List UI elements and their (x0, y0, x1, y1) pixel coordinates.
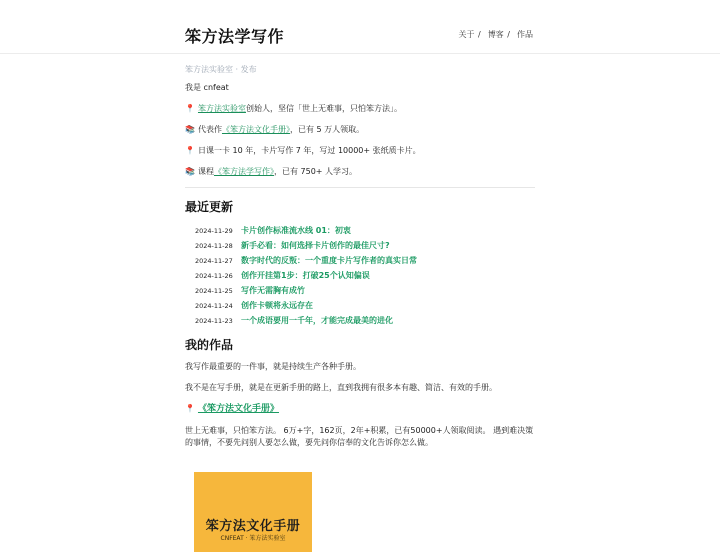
nav-about[interactable] (459, 29, 481, 40)
nav-blog-label: 博客 (487, 30, 504, 39)
book-cover[interactable] (194, 472, 312, 552)
cover-subtitle: CNFEAT · 笨方法实验室 (220, 535, 286, 542)
list-item (195, 223, 535, 238)
nav-works[interactable] (517, 29, 533, 40)
list-item (195, 253, 535, 268)
intro-greeting: 我是 cnfeat (185, 83, 229, 92)
item-date: 2024-11-26 (195, 271, 233, 280)
lab-link[interactable]: 笨方法实验室 (197, 104, 246, 113)
list-item (195, 298, 535, 313)
item-title-link[interactable]: 创作开挂第1步：打破25个认知偏误 (241, 271, 370, 280)
item-title-link[interactable]: 卡片创作标准流水线 01：初衷 (241, 226, 351, 235)
books-icon: 📚 (185, 125, 195, 134)
book-link[interactable]: 《笨方法文化手册》 (197, 404, 279, 414)
intro-line-3-text: 日课一卡 10 年，卡片写作 7 年，写过 10000+ 张纸质卡片。 (197, 146, 421, 155)
item-date: 2024-11-23 (195, 316, 233, 325)
item-title-link[interactable]: 一个成语要用一千年，才能完成最美的进化 (241, 316, 393, 325)
item-date: 2024-11-28 (195, 241, 233, 250)
cover-title: 笨方法文化手册 (205, 519, 301, 534)
list-item (195, 268, 535, 283)
intro-line-4 (185, 166, 535, 178)
nav-separator: / (475, 30, 481, 39)
site-header (0, 0, 720, 54)
item-date: 2024-11-25 (195, 286, 233, 295)
pin-icon: 📍 (185, 404, 195, 413)
intro-line-1-text: 创始人，坚信「世上无难事，只怕笨方法」。 (245, 104, 402, 113)
item-title-link[interactable]: 数字时代的反叛：一个重度卡片写作者的真实日常 (241, 256, 417, 265)
item-date: 2024-11-29 (195, 226, 233, 235)
intro-line-4-text: ，已有 750+ 人学习。 (273, 167, 358, 176)
intro-line-2 (185, 124, 535, 136)
item-title-link[interactable]: 写作无需胸有成竹 (241, 286, 305, 295)
nav-separator: / (504, 30, 510, 39)
divider (185, 187, 535, 188)
item-title-link[interactable]: 创作卡顿将永远存在 (241, 301, 313, 310)
list-item (195, 313, 535, 328)
works-para-1: 我写作最重要的一件事，就是持续生产各种手册。 (185, 362, 361, 371)
culture-handbook-link[interactable]: 《笨方法文化手册》 (221, 125, 290, 134)
intro-line-1 (185, 103, 535, 115)
site-title[interactable]: 笨方法学写作 (185, 27, 285, 46)
works-para-2: 我不是在写手册，就是在更新手册的路上，直到我拥有很多本有趣、简洁、有效的手册。 (185, 383, 497, 392)
list-item (195, 238, 535, 253)
nav-blog[interactable] (488, 29, 510, 40)
writing-course-link[interactable]: 《笨方法学写作》 (213, 167, 274, 176)
books-icon: 📚 (185, 167, 195, 176)
main-nav (459, 29, 534, 40)
pin-icon: 📍 (185, 146, 195, 155)
recent-list (195, 223, 535, 328)
book-description: 世上无难事，只怕笨方法。 6万+字，162页，2年+积累，已有50000+人领取阅读。 遇到难决策的事情，不要先问别人要怎么做，要先问你信奉的文化告诉你怎么做。 (185, 426, 534, 447)
item-date: 2024-11-27 (195, 256, 233, 265)
recent-heading: 最近更新 (185, 200, 234, 214)
item-title-link[interactable]: 新手必看：如何选择卡片创作的最佳尺寸? (241, 241, 390, 250)
main-content (185, 64, 535, 458)
book-link-line (185, 403, 535, 415)
nav-about-label: 关于 (458, 30, 475, 39)
intro-line-3 (185, 145, 535, 157)
pin-icon: 📍 (185, 104, 195, 113)
item-date: 2024-11-24 (195, 301, 233, 310)
intro-line-2-text: ，已有 5 万人领取。 (289, 125, 365, 134)
nav-works-label: 作品 (517, 30, 533, 39)
works-heading: 我的作品 (185, 338, 234, 352)
intro-line-4-pre: 课程 (197, 167, 214, 176)
post-meta: 笨方法实验室 · 发布 (185, 65, 257, 74)
list-item (195, 283, 535, 298)
intro-line-2-pre: 代表作 (197, 125, 222, 134)
